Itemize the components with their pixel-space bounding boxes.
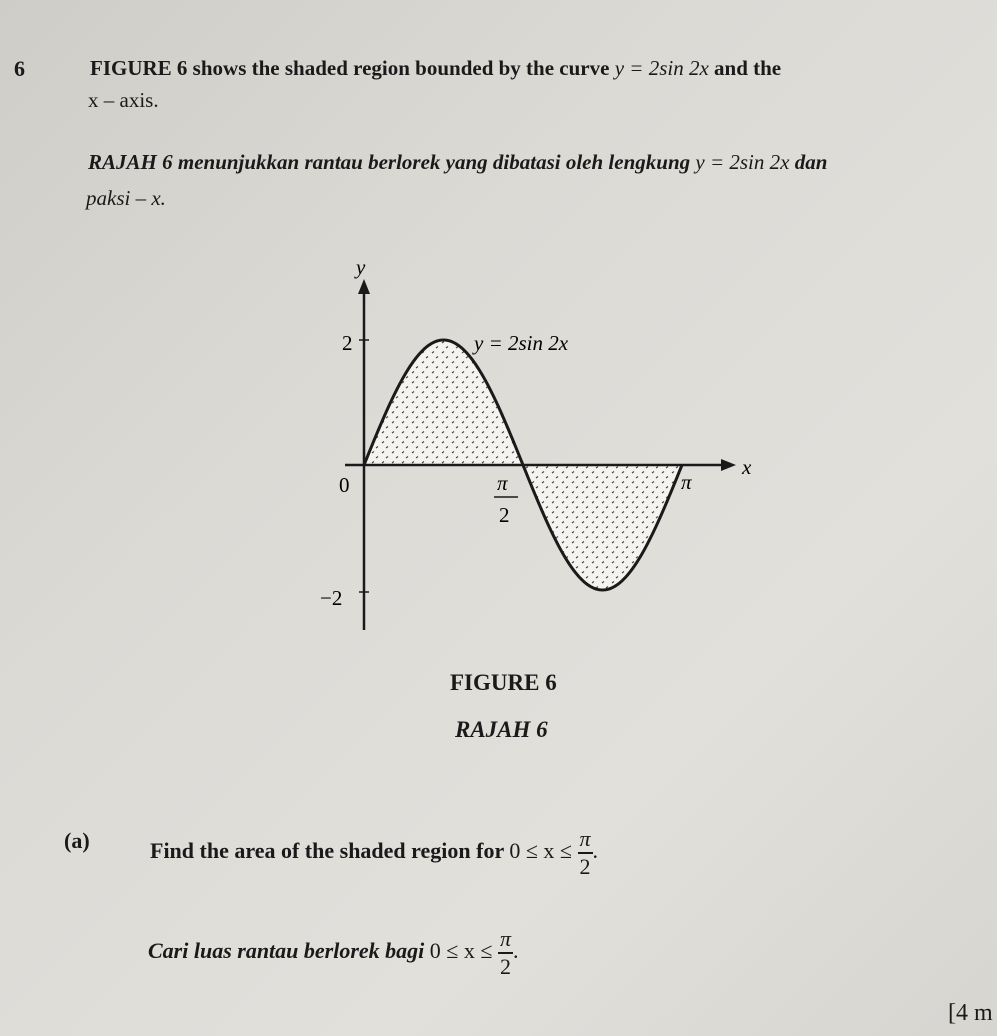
figure-caption-malay: RAJAH 6 (455, 717, 548, 742)
part-a-label: (a) (64, 828, 90, 853)
part-a-malay-inequality: 0 ≤ x ≤ (429, 938, 493, 964)
tick-half-pi-numerator: π (497, 471, 508, 495)
question-number: 6 (14, 56, 25, 81)
y-axis-arrow-icon (358, 279, 370, 294)
part-a-malay-fraction (498, 928, 513, 978)
part-a-malay-text: Cari luas rantau berlorek bagi (148, 938, 425, 964)
part-a-malay (148, 928, 518, 978)
tick-half-pi-denominator: 2 (499, 503, 510, 527)
part-a-malay-period: . (512, 938, 519, 964)
fraction-numerator: π (578, 828, 593, 854)
shaded-region-negative (523, 465, 682, 590)
part-a-inequality: 0 ≤ x ≤ (509, 838, 572, 864)
x-axis-arrow-icon (721, 459, 736, 471)
figure-caption-english: FIGURE 6 (450, 670, 557, 695)
part-a-english-text: Find the area of the shaded region for (150, 838, 504, 864)
malay-dan: dan (794, 150, 828, 174)
y-tick-label-bottom: −2 (320, 586, 343, 610)
y-axis-label: y (356, 255, 366, 279)
x-axis-label: x (742, 455, 752, 479)
malay-fraction-numerator: π (498, 928, 513, 954)
marks-label: [4 m (948, 1000, 993, 1026)
shaded-region-positive (364, 340, 523, 465)
part-a-fraction (578, 828, 593, 878)
malay-equation: y = 2sin 2x (695, 150, 790, 174)
part-a-period: . (592, 838, 599, 864)
tick-pi-label: π (681, 470, 692, 494)
english-intro: FIGURE 6 shows the shaded region bounded by the curve (90, 56, 610, 80)
malay-intro: RAJAH 6 menunjukkan rantau berlorek yang dibatasi oleh lengkung (88, 150, 691, 174)
origin-label: 0 (339, 473, 350, 497)
curve-label: y = 2sin 2x (474, 331, 569, 355)
fraction-denominator: 2 (579, 854, 591, 879)
part-a-english (150, 828, 598, 878)
english-and: and the (714, 56, 782, 80)
english-line2: x – axis. (88, 88, 159, 112)
malay-line2: paksi – x. (86, 186, 166, 210)
malay-fraction-denominator: 2 (499, 954, 511, 979)
english-equation: y = 2sin 2x (614, 56, 709, 80)
y-tick-label-top: 2 (342, 331, 353, 355)
